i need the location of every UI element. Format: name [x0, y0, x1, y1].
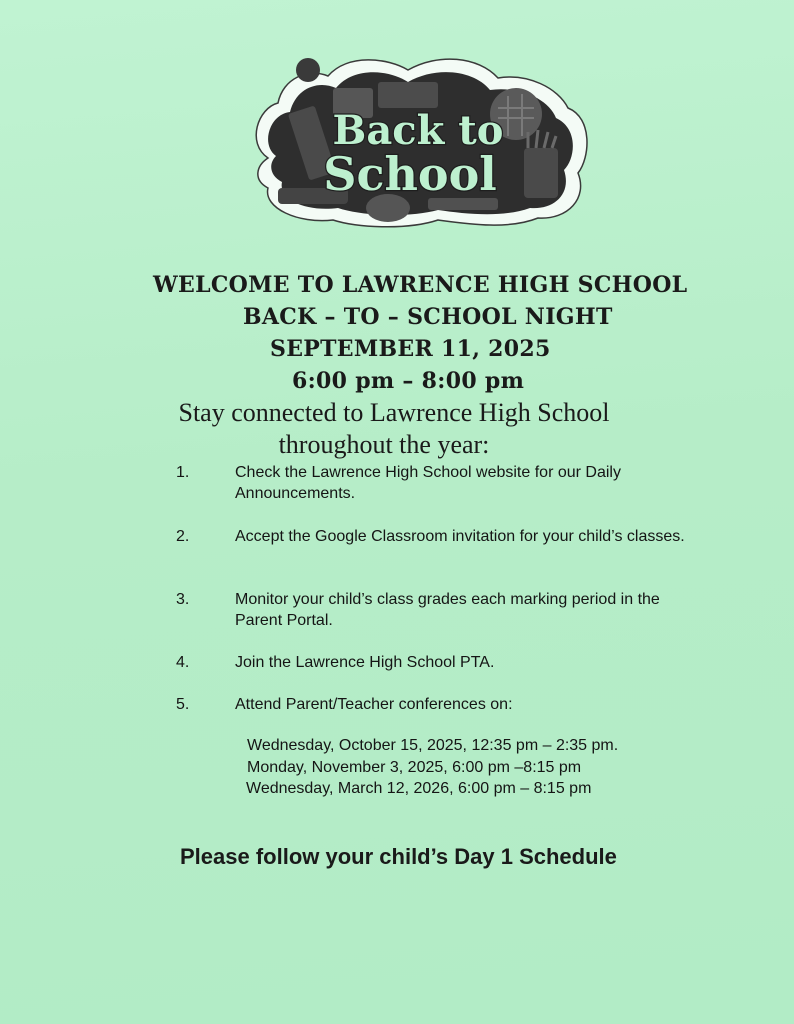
conference-date-1: Wednesday, October 15, 2025, 12:35 pm – 2:35 pm.	[247, 737, 619, 754]
list-item-text: Check the Lawrence High School website for our Daily Announcements.	[235, 464, 621, 502]
footer-note: Please follow your child’s Day 1 Schedule	[180, 844, 617, 869]
list-item-text: Join the Lawrence High School PTA.	[235, 654, 495, 671]
back-to-school-logo	[238, 48, 598, 232]
list-item-text: Attend Parent/Teacher conferences on:	[235, 696, 513, 713]
logo-line-1: Back to	[332, 107, 504, 154]
logo-line-2: School	[323, 147, 497, 201]
list-item-text: Accept the Google Classroom invitation for your child’s classes.	[235, 528, 685, 545]
list-item-number: 3.	[176, 591, 190, 608]
list-item-number: 2.	[176, 528, 190, 545]
conference-date-2: Monday, November 3, 2025, 6:00 pm –8:15 pm	[247, 759, 582, 776]
heading-date: SEPTEMBER 11, 2025	[270, 336, 551, 362]
heading-event: BACK – TO – SCHOOL NIGHT	[243, 304, 613, 330]
intro-line-2: throughout the year:	[278, 430, 490, 459]
heading-welcome: WELCOME TO LAWRENCE HIGH SCHOOL	[153, 272, 688, 298]
list-item-number: 5.	[176, 696, 190, 713]
intro-line-1: Stay connected to Lawrence High School	[178, 398, 610, 427]
heading-time: 6:00 pm – 8:00 pm	[292, 368, 525, 394]
conference-date-3: Wednesday, March 12, 2026, 6:00 pm – 8:15 pm	[246, 780, 592, 797]
list-item-text: Monitor your child’s class grades each marking period in the Parent Portal.	[235, 591, 660, 629]
list-item-number: 1.	[176, 464, 190, 481]
list-item-number: 4.	[176, 654, 190, 671]
